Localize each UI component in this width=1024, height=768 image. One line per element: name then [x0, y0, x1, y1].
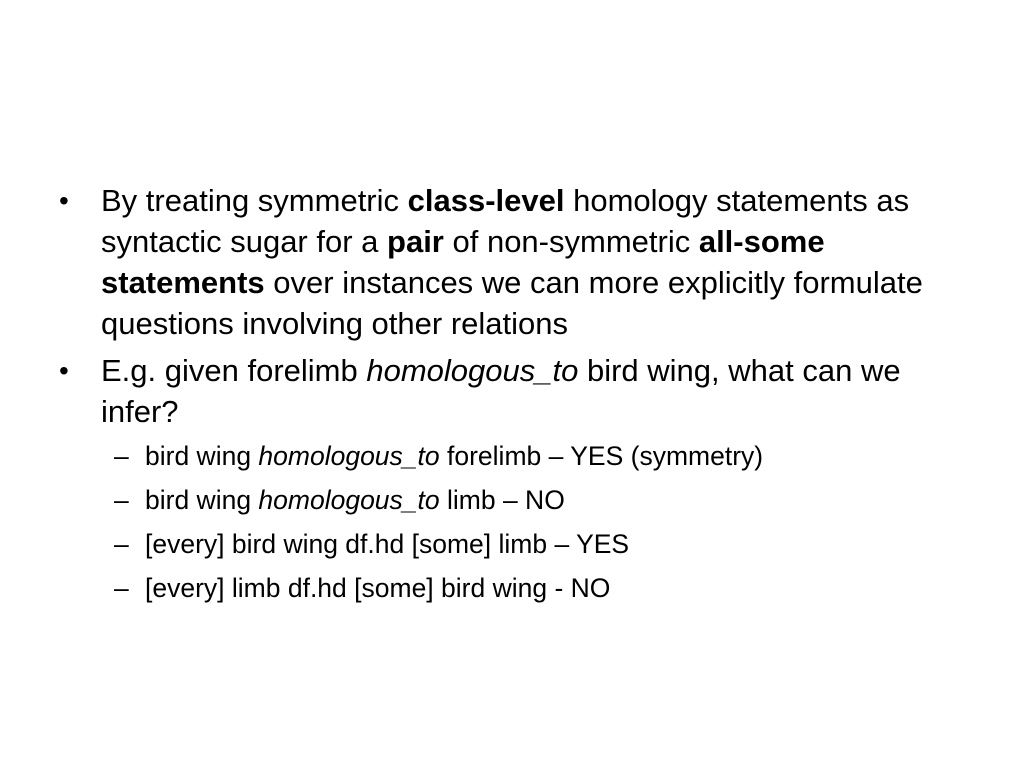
- bullet-item-2: [58, 350, 958, 432]
- dash-marker: –: [114, 485, 129, 515]
- dash-marker: –: [114, 529, 129, 559]
- bullet-item-1: [58, 180, 958, 344]
- italic-text-run: homologous_to: [258, 441, 440, 471]
- text-run: homology statements as syntactic sugar for a: [101, 183, 910, 259]
- text-run: E.g. given forelimb: [101, 353, 367, 388]
- text-run: forelimb – YES (symmetry): [439, 441, 764, 471]
- text-run: [every] limb df.hd [some] bird wing - NO: [145, 573, 611, 603]
- bold-text-run: pair: [387, 224, 444, 259]
- dash-marker: –: [114, 573, 129, 603]
- bold-text-run: all-some statements: [101, 224, 825, 300]
- sub-bullet-item-2: [58, 482, 958, 518]
- text-run: By treating symmetric: [101, 183, 408, 218]
- dash-marker: –: [114, 441, 129, 471]
- text-run: bird wing: [145, 485, 259, 515]
- text-run: bird wing: [145, 441, 259, 471]
- sub-bullet-item-1: [58, 438, 958, 474]
- bullet-marker: •: [59, 185, 69, 216]
- bullet-marker: •: [59, 355, 69, 386]
- text-run: of non-symmetric: [443, 224, 699, 259]
- text-run: limb – NO: [439, 485, 565, 515]
- text-run: [every] bird wing df.hd [some] limb – YES: [145, 529, 630, 559]
- italic-text-run: homologous_to: [258, 485, 440, 515]
- bold-text-run: class-level: [407, 183, 565, 218]
- italic-text-run: homologous_to: [366, 353, 579, 388]
- sub-bullet-item-3: [58, 526, 958, 562]
- sub-bullet-item-4: [58, 570, 958, 606]
- slide-body: [58, 180, 958, 614]
- text-run: bird wing, what can we infer?: [101, 353, 901, 429]
- text-run: over instances we can more explicitly formulate questions involving other relations: [101, 265, 923, 341]
